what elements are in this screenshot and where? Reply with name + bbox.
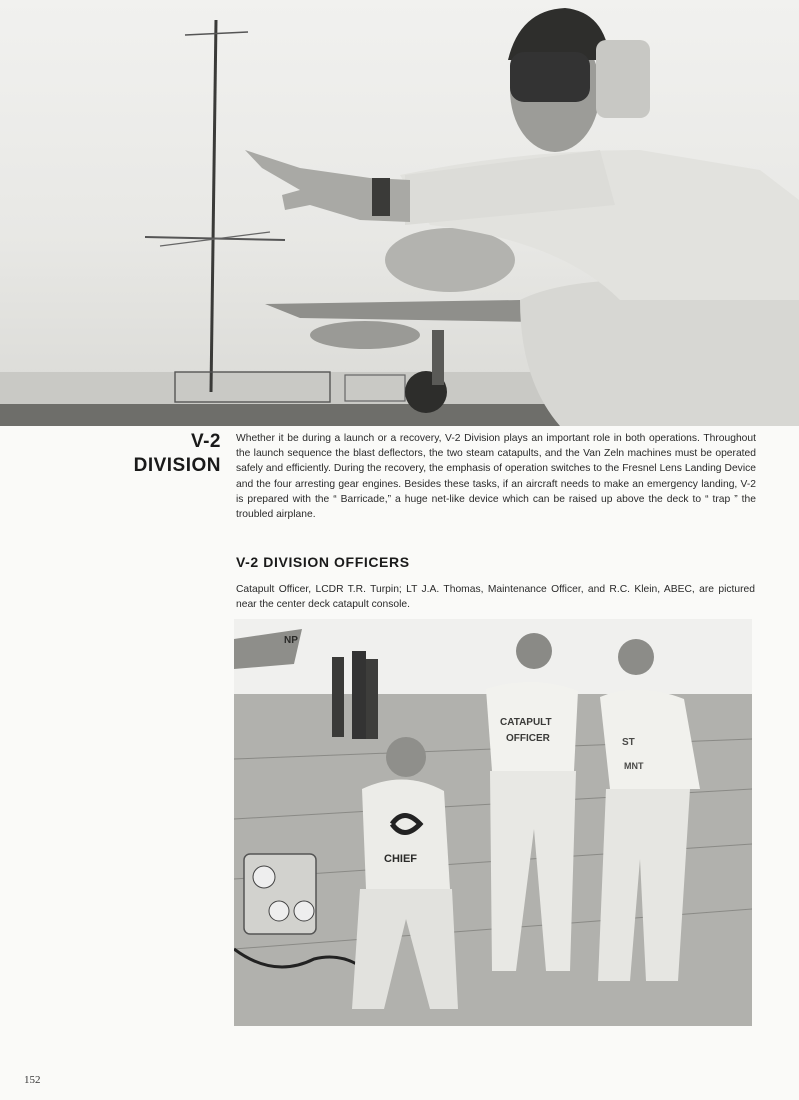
heading-line-2: DIVISION: [133, 455, 221, 476]
tail-marking: NP: [284, 635, 298, 646]
intro-paragraph: Whether it be during a launch or a recovery, V-2 Division plays an important role in both operations. Throughout the launch sequence the blast deflectors, the two steam catapults, and the Van Zeln machines must be operated safely and efficiently. During the recovery, the emphasis of operation switches to the Fresnel Lens Landing Device and the four arresting gear engines. Besides these tasks, if an aircraft needs to make an emergency landing, V-2 is prepared with the “ Barricade,” a huge net-like device which can be raised up above the deck to “ trap ” the troubled airplane.: [236, 433, 756, 521]
shirt-text-mnt: MNT: [624, 761, 644, 771]
launch-officer-photo: [0, 0, 799, 426]
officers-photo: [234, 619, 752, 1026]
officers-title: V-2 DIVISION OFFICERS: [236, 554, 410, 570]
section-heading: [134, 430, 221, 478]
launch-officer-illustration: [0, 0, 799, 426]
shirt-text-catapult: CATAPULT: [500, 717, 552, 728]
heading-line-1: V-2: [190, 431, 221, 452]
officers-illustration: [234, 619, 752, 1026]
shirt-text-chief: CHIEF: [384, 853, 417, 865]
page-number: 152: [24, 1074, 41, 1086]
shirt-text-st: ST: [622, 737, 635, 748]
shirt-text-officer: OFFICER: [506, 733, 550, 744]
officers-caption: Catapult Officer, LCDR T.R. Turpin; LT J.A. Thomas, Maintenance Officer, and R.C. Klein, ABEC, are pictured near the center deck catapult console.: [236, 584, 755, 611]
